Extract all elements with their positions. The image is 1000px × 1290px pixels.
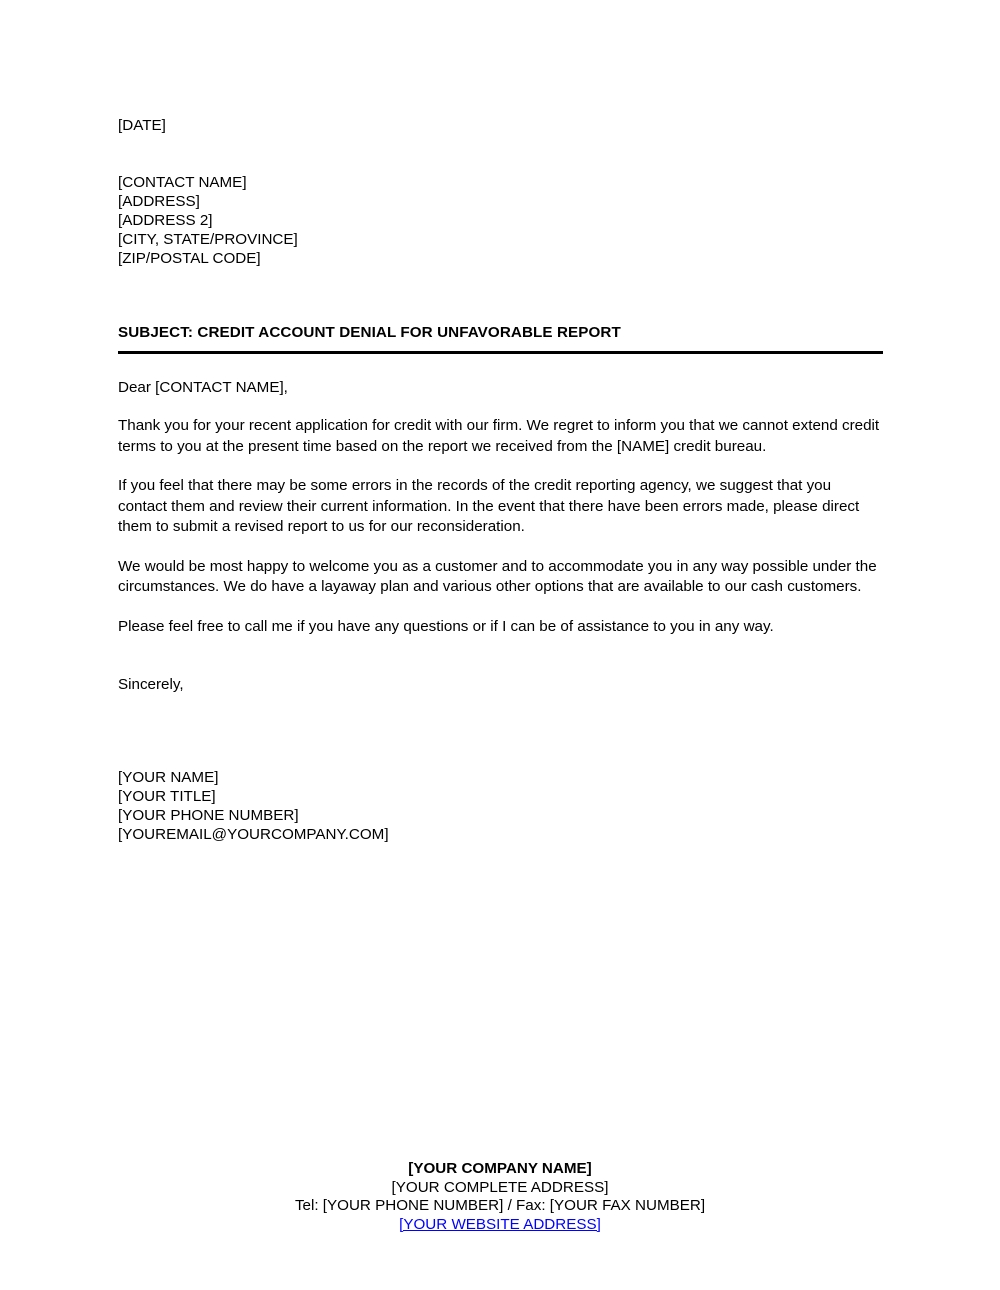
subject-block (118, 323, 883, 354)
signature-phone: [YOUR PHONE NUMBER] (118, 807, 299, 824)
recipient-postal-code: [ZIP/POSTAL CODE] (118, 250, 261, 267)
date-block (118, 116, 883, 135)
recipient-address-2: [ADDRESS 2] (118, 212, 213, 229)
date-placeholder: [DATE] (118, 117, 166, 134)
footer-contact: Tel: [YOUR PHONE NUMBER] / Fax: [YOUR FAX NUMBER] (294, 1197, 706, 1214)
body-paragraph-3: We would be most happy to welcome you as a customer and to accommodate you in any way possible under the circumstances. We do have a layaway plan and various other options that are available to our cash customers. (118, 557, 877, 595)
subject-divider-rule (118, 351, 883, 354)
body-paragraph-1: Thank you for your recent application for credit with our firm. We regret to inform you that we cannot extend credit terms to you at the present time based on the report we received from the [NAME] credit bureau. (118, 417, 880, 455)
recipient-address-block (118, 173, 883, 268)
body-paragraph-2: If you feel that there may be some errors in the records of the credit reporting agency, we suggest that you contact them and review their current information. In the event that there have been errors made, please direct them to submit a revised report to us for our reconsideration. (118, 477, 860, 535)
footer-website-link[interactable]: [YOUR WEBSITE ADDRESS] (399, 1215, 601, 1233)
closing-salutation: Sincerely, (118, 676, 184, 693)
signature-email: [YOUREMAIL@YOURCOMPANY.COM] (118, 826, 389, 843)
recipient-contact-name: [CONTACT NAME] (118, 174, 247, 191)
subject-line: SUBJECT: CREDIT ACCOUNT DENIAL FOR UNFAVORABLE REPORT (118, 324, 621, 341)
footer-company-name: [YOUR COMPANY NAME] (408, 1160, 592, 1177)
salutation: Dear [CONTACT NAME], (118, 379, 288, 396)
letter-body (118, 116, 883, 844)
footer-address: [YOUR COMPLETE ADDRESS] (391, 1178, 609, 1196)
page-footer (0, 1160, 1000, 1234)
recipient-address-1: [ADDRESS] (118, 193, 200, 210)
signature-title: [YOUR TITLE] (118, 788, 216, 805)
recipient-city-state: [CITY, STATE/PROVINCE] (118, 231, 298, 248)
signature-block (118, 768, 883, 844)
body-paragraph-4: Please feel free to call me if you have any questions or if I can be of assistance to you in any way. (118, 617, 774, 635)
signature-name: [YOUR NAME] (118, 769, 219, 786)
